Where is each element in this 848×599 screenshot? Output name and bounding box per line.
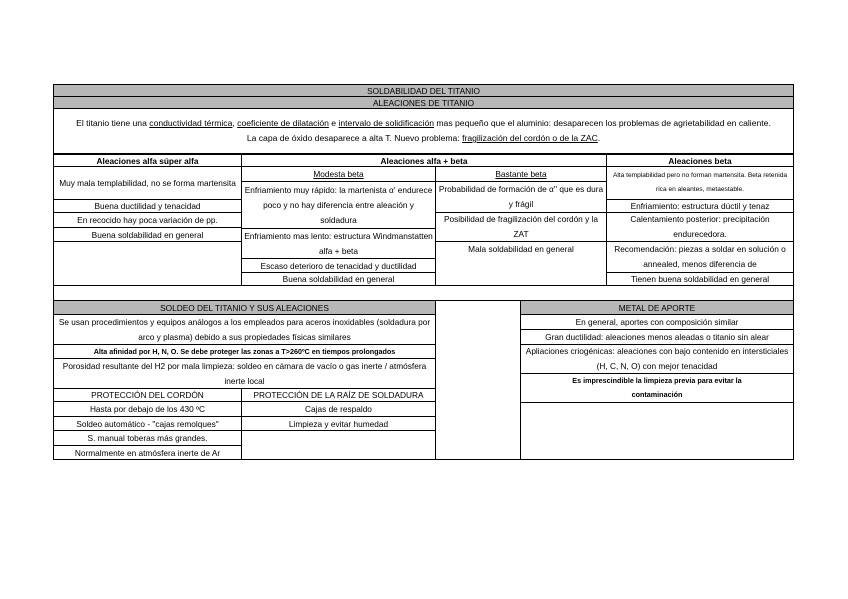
- link-fragilizacion: fragilización del cordón o de la ZAC: [462, 133, 598, 143]
- bastante-item: Posibilidad de fragilización del cordón y la ZAT: [435, 212, 607, 242]
- bastante-item: Probabilidad de formación de α'' que es dura y frágil: [435, 181, 607, 213]
- subtitle-cell: ALEACIONES DE TITANIO: [53, 96, 794, 109]
- aporte-empty: [520, 402, 794, 460]
- cordon-item: Normalmente en atmósfera inerte de Ar: [53, 445, 242, 460]
- title-cell: SOLDABILIDAD DEL TITANIO: [53, 84, 794, 97]
- cordon-item: Hasta por debajo de los 430 ºC: [53, 401, 242, 417]
- beta-item: Calentamiento posterior: precipitación endurecedora.: [606, 212, 794, 242]
- cordon-header: PROTECCIÓN DEL CORDÓN: [53, 388, 242, 402]
- alpha-item: En recocido hay poca variación de pp.: [53, 212, 242, 228]
- beta-item: Enfriamiento: estructura dúctil y tenaz: [606, 199, 794, 213]
- raiz-item: Cajas de respaldo: [241, 401, 436, 417]
- cordon-item: S. manual toberas más grandes.: [53, 430, 242, 446]
- modesta-item: Enfriamiento mas lento: estructura Windmanstatten alfa + beta: [241, 228, 436, 259]
- raiz-header: PROTECCIÓN DE LA RAÍZ DE SOLDADURA: [241, 388, 436, 402]
- alphabeta-header: Aleaciones alfa + beta: [241, 154, 607, 167]
- raiz-empty: [241, 430, 436, 460]
- aporte-item: Gran ductilidad: aleaciones menos aleadas o titanio sin alear: [520, 329, 794, 345]
- alpha-item: Buena ductilidad y tenacidad: [53, 199, 242, 213]
- soldeo-header: SOLDEO DEL TITANIO Y SUS ALEACIONES: [53, 300, 436, 315]
- link-conductividad: conductividad térmica: [149, 118, 233, 128]
- aporte-item: Es imprescindible la limpieza previa para evitar la contaminación: [520, 373, 794, 403]
- bastante-header: Bastante beta: [435, 166, 607, 182]
- soldeo-item: Porosidad resultante del H2 por mala limpieza: soldeo en cámara de vacío o gas inerte / atmósfera inerte local: [53, 358, 436, 389]
- aporte-item: En general, aportes con composición similar: [520, 314, 794, 330]
- aporte-item: Apliaciones criogénicas: aleaciones con bajo contenido en intersticiales (H, C, N, O) con mejor tenacidad: [520, 344, 794, 374]
- modesta-item: Escaso deterioro de tenacidad y ductilidad: [241, 258, 436, 273]
- modesta-item: Enfriamiento muy rápido: la martenista α' endurece poco y no hay diferencia entre aleación y soldadura: [241, 181, 436, 229]
- link-solidificacion: intervalo de solidificación: [338, 118, 435, 128]
- beta-item: Alta templabilidad pero no forman martensita. Beta retenida rica en aleantes, metaestable.: [606, 166, 794, 200]
- spacer-row: [53, 285, 794, 301]
- modesta-item: Buena soldabilidad en general: [241, 272, 436, 286]
- alpha-empty: [53, 241, 242, 286]
- intro-cell: [53, 108, 794, 154]
- beta-header: Aleaciones beta: [606, 154, 794, 167]
- soldeo-item: Alta afinidad por H, N, O. Se debe proteger las zonas a T>260ºC en tiempos prolongados: [53, 344, 436, 359]
- alpha-header: Aleaciones alfa súper alfa: [53, 154, 242, 167]
- middle-empty: [435, 300, 521, 460]
- soldeo-item: Se usan procedimientos y equipos análogos a los empleados para aceros inoxidables (soldadura por arco y plasma) debido a sus propiedades físicas similares: [53, 314, 436, 345]
- alpha-item: Muy mala templabilidad, no se forma martensita: [53, 166, 242, 200]
- cordon-item: Soldeo automático - "cajas remolques": [53, 416, 242, 431]
- alpha-item: Buena soldabilidad en general: [53, 227, 242, 242]
- intro-text: El titanio tiene una conductividad térmica, coeficiente de dilatación e intervalo de solidificación mas pequeño que el aluminio: desaparecen los problemas de agrietabilidad en caliente. La capa de óxido desaparece a alta T. Nuevo problema: fragilización del cordón o de la ZAC.: [76, 118, 771, 143]
- link-dilatacion: coeficiente de dilatación: [237, 118, 329, 128]
- aporte-header: METAL DE APORTE: [520, 300, 794, 315]
- beta-item: Tienen buena soldabilidad en general: [606, 272, 794, 286]
- raiz-item: Limpieza y evitar humedad: [241, 416, 436, 431]
- bastante-item: Mala soldabilidad en general: [435, 241, 607, 286]
- modesta-header: Modesta beta: [241, 166, 436, 182]
- beta-item: Recomendación: piezas a soldar en solución o annealed, menos diferencia de: [606, 241, 794, 273]
